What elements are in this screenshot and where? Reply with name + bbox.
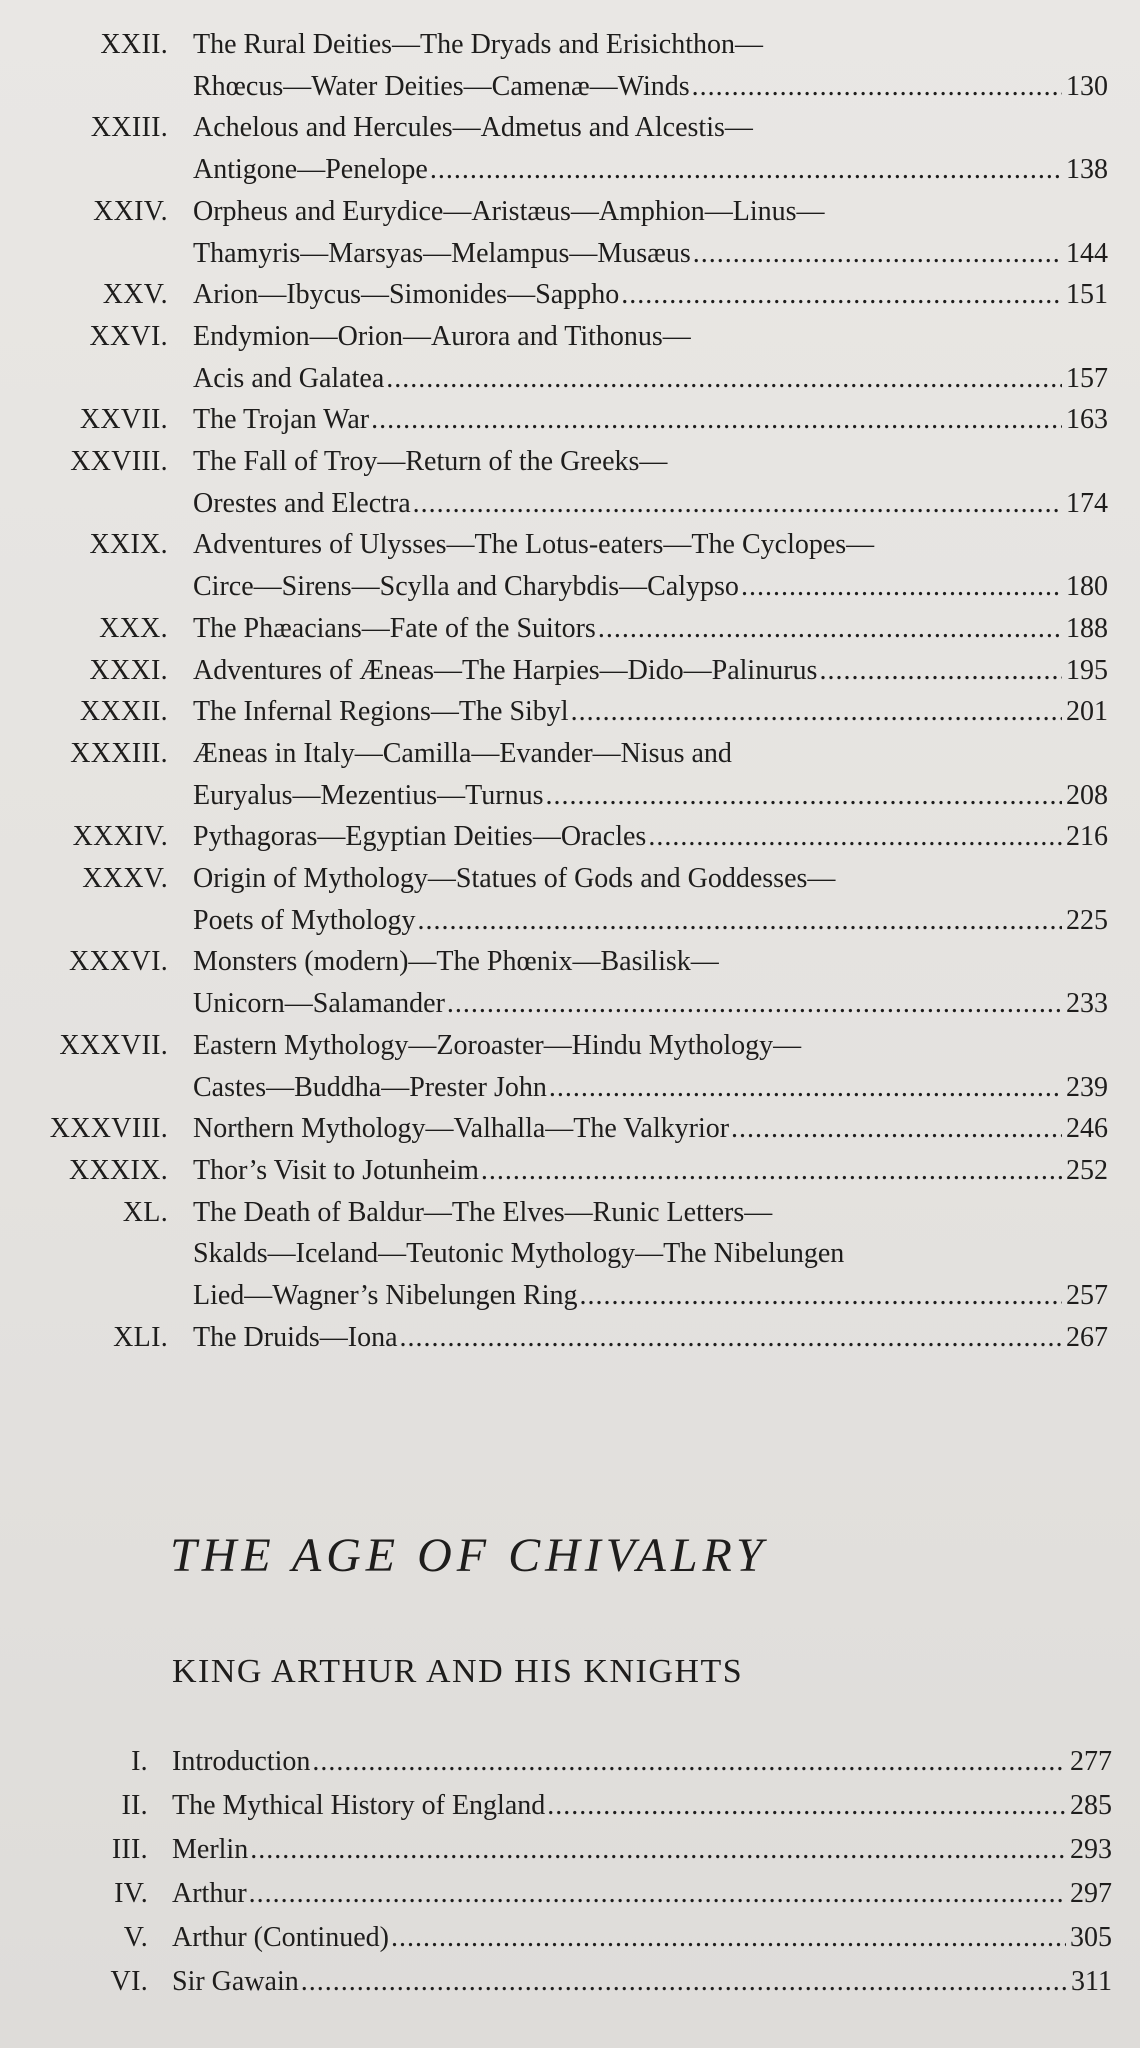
toc-entry	[0, 1192, 1140, 1317]
chapter-title-line: Introduction	[172, 1746, 311, 1777]
toc-entry	[0, 1960, 1140, 2004]
chapter-number: XXXIX.	[68, 1154, 168, 1186]
chapter-number: III.	[111, 1834, 148, 1865]
chapter-title	[193, 858, 1108, 941]
dot-leader	[310, 1740, 1066, 1784]
toc-entry	[0, 1916, 1140, 1960]
chapter-title-line: Thor’s Visit to Jotunheim	[193, 1154, 479, 1186]
chapter-title	[193, 941, 1108, 1024]
dot-leader	[544, 775, 1062, 817]
chapter-title	[193, 399, 1108, 441]
page-number: 267	[1066, 1321, 1108, 1353]
page-number: 180	[1066, 571, 1108, 603]
dot-leader	[479, 1150, 1062, 1192]
toc-entry	[0, 316, 1140, 399]
toc-entry	[0, 274, 1140, 316]
chapter-title	[193, 1108, 1108, 1150]
chapter-number: XXXIV.	[72, 821, 168, 853]
page-number: 257	[1066, 1280, 1108, 1312]
toc-entry	[0, 1150, 1140, 1192]
page-number: 233	[1066, 988, 1108, 1020]
chapter-title-line: Pythagoras—Egyptian Deities—Oracles	[193, 821, 647, 853]
chapter-title-line: Circe—Sirens—Scylla and Charybdis—Calypso	[193, 571, 739, 603]
dot-leader	[389, 1916, 1066, 1960]
toc-entry	[0, 1828, 1140, 1872]
chapter-number: XXII.	[100, 29, 168, 60]
chapter-number: XL.	[122, 1196, 168, 1228]
page-number: 277	[1070, 1746, 1112, 1777]
page-number: 138	[1066, 154, 1108, 186]
toc-entry	[0, 1740, 1140, 1784]
chapter-title-line: Poets of Mythology	[193, 904, 416, 936]
chapter-title-line: The Mythical History of England	[172, 1790, 546, 1821]
dot-leader	[691, 233, 1062, 275]
dot-leader	[445, 983, 1062, 1025]
chapter-title	[193, 691, 1108, 733]
dot-leader	[596, 608, 1062, 650]
dot-leader	[729, 1108, 1062, 1150]
page-number: 311	[1071, 1966, 1112, 1997]
chapter-title	[172, 1828, 1112, 1872]
dot-leader	[369, 399, 1062, 441]
chapter-title-line: Acis and Galatea	[193, 362, 385, 394]
chapter-number: XXXVIII.	[49, 1113, 168, 1145]
chapter-number: XXVII.	[79, 404, 168, 436]
chapter-title-line: Eastern Mythology—Zoroaster—Hindu Mythology—	[193, 1029, 802, 1061]
toc-entry	[0, 691, 1140, 733]
dot-leader	[577, 1275, 1062, 1317]
chapter-title	[193, 650, 1108, 692]
page-number: 246	[1066, 1113, 1108, 1145]
toc-entry	[0, 1025, 1140, 1108]
chapter-title	[193, 608, 1108, 650]
page-number: 239	[1066, 1071, 1108, 1103]
toc-entry	[0, 524, 1140, 607]
chapter-title-line: Orpheus and Eurydice—Aristæus—Amphion—Linus—	[193, 195, 825, 227]
page-number: 225	[1066, 904, 1108, 936]
chapter-title-line: Rhœcus—Water Deities—Camenæ—Winds	[193, 70, 690, 102]
page-number: 305	[1070, 1922, 1112, 1953]
toc-entry	[0, 1872, 1140, 1916]
dot-leader	[690, 66, 1062, 108]
chapter-title	[172, 1872, 1112, 1916]
dot-leader	[411, 483, 1062, 525]
table-of-contents-chivalry	[0, 1740, 1140, 2004]
chapter-title-line: Skalds—Iceland—Teutonic Mythology—The Nibelungen	[193, 1238, 845, 1270]
section-title: THE AGE OF CHIVALRY	[170, 1529, 768, 1582]
chapter-title	[193, 1192, 1108, 1317]
toc-entry	[0, 1317, 1140, 1359]
dot-leader	[299, 1960, 1066, 2004]
dot-leader	[415, 900, 1062, 942]
chapter-number: VI.	[110, 1966, 148, 1997]
page-number: 157	[1066, 362, 1108, 394]
chapter-title-line: Sir Gawain	[172, 1966, 299, 1997]
chapter-title-line: Monsters (modern)—The Phœnix—Basilisk—	[193, 946, 719, 978]
toc-entry	[0, 733, 1140, 816]
chapter-title-line: Castes—Buddha—Prester John	[193, 1071, 547, 1103]
toc-entry	[0, 858, 1140, 941]
toc-entry	[0, 399, 1140, 441]
toc-entry	[0, 1108, 1140, 1150]
chapter-title-line: The Death of Baldur—The Elves—Runic Letters—	[193, 1196, 773, 1228]
chapter-number: XXXII.	[79, 696, 168, 728]
chapter-title	[193, 1150, 1108, 1192]
page-number: 208	[1066, 779, 1108, 811]
dot-leader	[248, 1828, 1066, 1872]
chapter-title	[193, 733, 1108, 816]
chapter-number: XXVI.	[89, 320, 168, 352]
page-number: 252	[1066, 1154, 1108, 1186]
chapter-number: XXIII.	[90, 112, 168, 144]
chapter-title	[193, 107, 1108, 190]
chapter-number: XXVIII.	[70, 446, 168, 478]
toc-entry	[0, 107, 1140, 190]
chapter-title-line: The Druids—Iona	[193, 1321, 398, 1353]
chapter-number: XLI.	[113, 1321, 168, 1353]
chapter-title-line: Orestes and Electra	[193, 487, 411, 519]
dot-leader	[428, 149, 1062, 191]
subsection-title: KING ARTHUR AND HIS KNIGHTS	[172, 1653, 744, 1690]
dot-leader	[817, 650, 1062, 692]
chapter-title	[193, 816, 1108, 858]
chapter-number: II.	[121, 1790, 148, 1821]
dot-leader	[739, 566, 1062, 608]
page-number: 130	[1066, 70, 1108, 102]
chapter-title	[193, 1025, 1108, 1108]
page-number: 195	[1066, 654, 1108, 686]
dot-leader	[384, 358, 1062, 400]
chapter-number: XXX.	[99, 612, 168, 644]
chapter-title-line: Unicorn—Salamander	[193, 988, 445, 1020]
toc-entry	[0, 191, 1140, 274]
chapter-title-line: Arthur	[172, 1878, 247, 1909]
chapter-number: XXXVII.	[59, 1029, 168, 1061]
page-number: 293	[1070, 1834, 1112, 1865]
chapter-number: IV.	[114, 1878, 148, 1909]
toc-entry	[0, 608, 1140, 650]
chapter-title	[193, 441, 1108, 524]
table-of-contents-mythology	[0, 24, 1140, 1359]
chapter-title-line: The Phæacians—Fate of the Suitors	[193, 612, 596, 644]
chapter-title	[193, 524, 1108, 607]
chapter-title-line: The Infernal Regions—The Sibyl	[193, 696, 569, 728]
chapter-title-line: Northern Mythology—Valhalla—The Valkyrior	[193, 1113, 730, 1145]
chapter-number: XXXI.	[89, 654, 168, 686]
chapter-title-line: Antigone—Penelope	[193, 154, 428, 186]
chapter-title	[172, 1784, 1112, 1828]
chapter-title	[172, 1916, 1112, 1960]
chapter-title-line: Adventures of Ulysses—The Lotus-eaters—The Cyclopes—	[193, 529, 875, 561]
chapter-number: XXV.	[102, 279, 168, 311]
dot-leader	[646, 816, 1062, 858]
chapter-title	[193, 316, 1108, 399]
toc-entry	[0, 816, 1140, 858]
page-number: 188	[1066, 612, 1108, 644]
chapter-title-line: Endymion—Orion—Aurora and Tithonus—	[193, 320, 691, 352]
page-number: 163	[1066, 404, 1108, 436]
dot-leader	[547, 1067, 1062, 1109]
chapter-title-line: Merlin	[172, 1834, 249, 1865]
toc-entry	[0, 941, 1140, 1024]
chapter-title	[172, 1740, 1112, 1784]
chapter-title	[193, 24, 1108, 107]
page-number: 216	[1066, 821, 1108, 853]
chapter-title-line: Achelous and Hercules—Admetus and Alcestis—	[193, 112, 753, 144]
page-number: 151	[1066, 279, 1108, 311]
chapter-number: XXXV.	[82, 863, 168, 895]
dot-leader	[247, 1872, 1066, 1916]
chapter-number: XXIV.	[93, 195, 168, 227]
chapter-title-line: Arthur (Continued)	[172, 1922, 389, 1953]
toc-entry	[0, 650, 1140, 692]
dot-leader	[569, 691, 1062, 733]
chapter-title	[193, 274, 1108, 316]
chapter-number: V.	[123, 1922, 148, 1953]
page-number: 144	[1066, 237, 1108, 269]
chapter-title-line: Lied—Wagner’s Nibelungen Ring	[193, 1280, 578, 1312]
toc-entry	[0, 441, 1140, 524]
chapter-title-line: Thamyris—Marsyas—Melampus—Musæus	[193, 237, 691, 269]
page-number: 297	[1070, 1878, 1112, 1909]
chapter-title-line: Euryalus—Mezentius—Turnus	[193, 779, 544, 811]
dot-leader	[545, 1784, 1066, 1828]
chapter-number: XXIX.	[89, 529, 168, 561]
toc-entry	[0, 24, 1140, 107]
dot-leader	[619, 274, 1062, 316]
dot-leader	[398, 1317, 1062, 1359]
page-number: 174	[1066, 487, 1108, 519]
chapter-title	[193, 1317, 1108, 1359]
chapter-title-line: The Rural Deities—The Dryads and Erisichthon—	[193, 29, 763, 60]
page-number: 201	[1066, 696, 1108, 728]
chapter-title-line: The Trojan War	[193, 404, 370, 436]
chapter-title-line: The Fall of Troy—Return of the Greeks—	[193, 446, 668, 478]
chapter-title	[172, 1960, 1112, 2004]
chapter-title	[193, 191, 1108, 274]
chapter-title-line: Æneas in Italy—Camilla—Evander—Nisus and	[193, 737, 732, 769]
chapter-title-line: Adventures of Æneas—The Harpies—Dido—Palinurus	[193, 654, 818, 686]
chapter-number: XXXVI.	[68, 946, 168, 978]
page-number: 285	[1070, 1790, 1112, 1821]
toc-entry	[0, 1784, 1140, 1828]
chapter-number: XXXIII.	[70, 737, 168, 769]
chapter-title-line: Arion—Ibycus—Simonides—Sappho	[193, 279, 620, 311]
chapter-title-line: Origin of Mythology—Statues of Gods and Goddesses—	[193, 863, 836, 895]
chapter-number: I.	[131, 1746, 148, 1777]
